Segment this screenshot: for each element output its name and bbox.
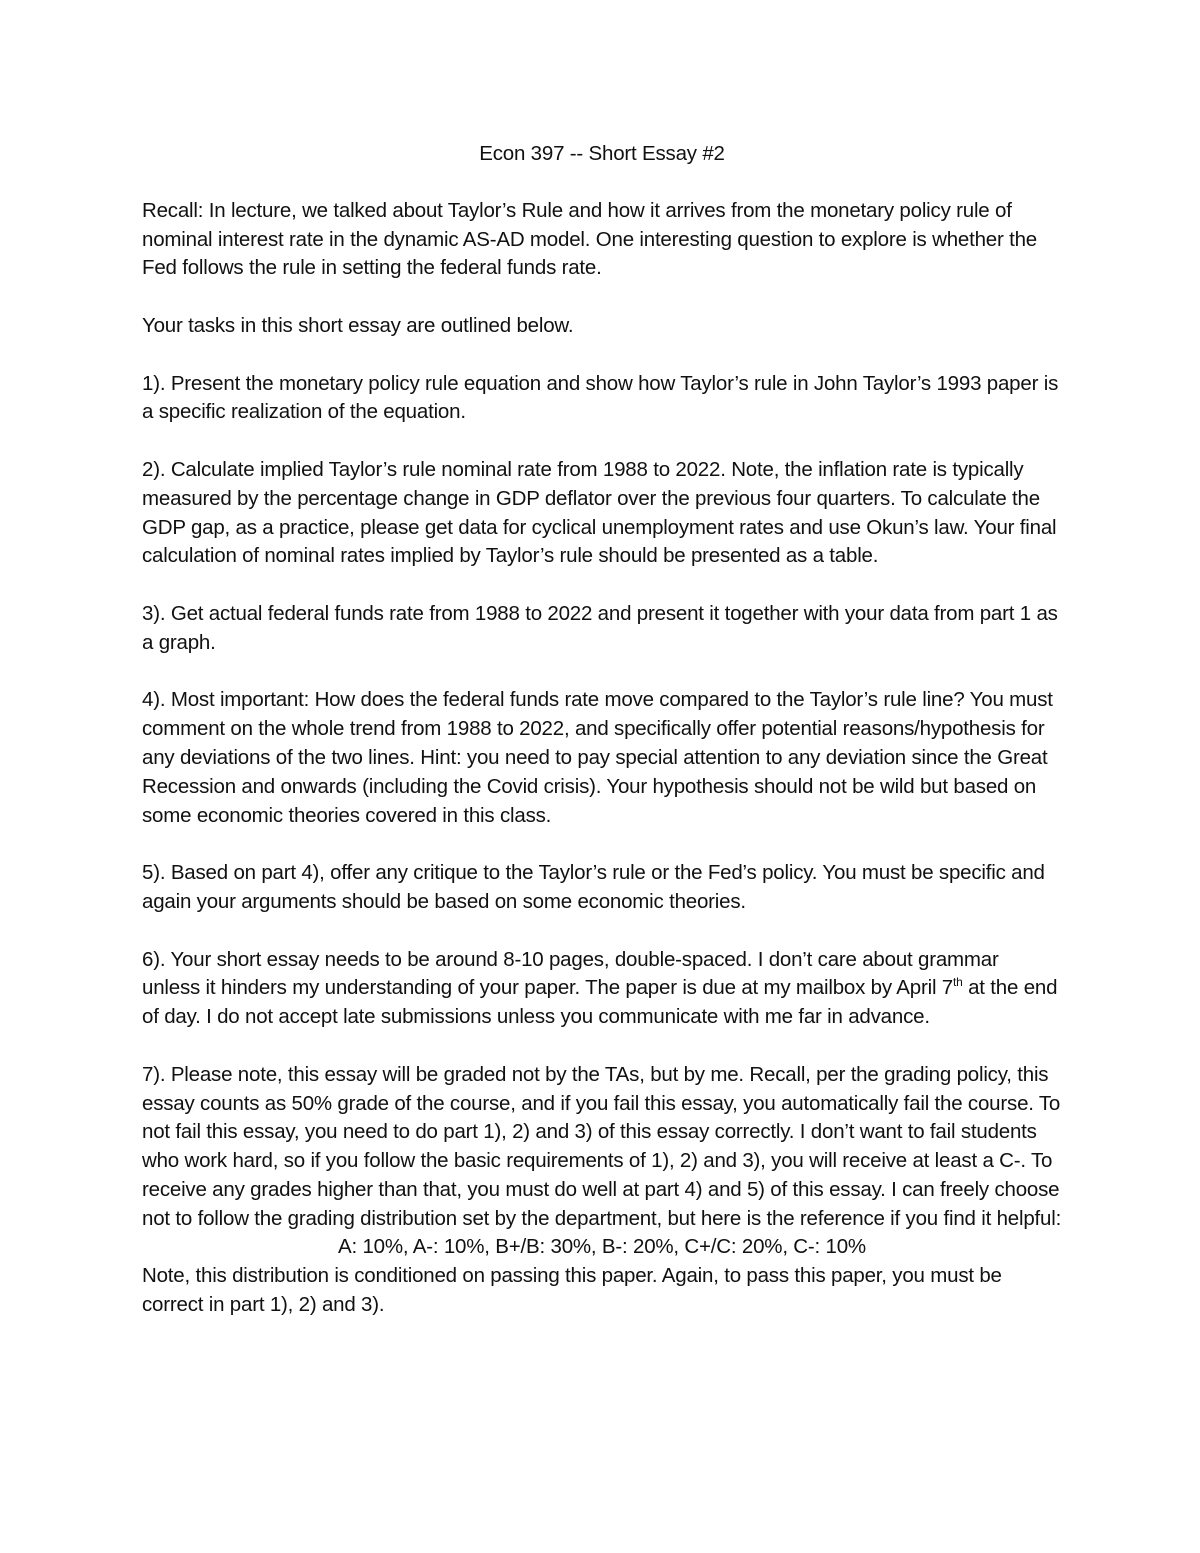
task-7-paragraph: 7). Please note, this essay will be graded not by the TAs, but by me. Recall, per the grading policy, this essay counts as 50% grade of the course, and if you fail this essay, you automatically fail the course. To not fail this essay, you need to do part 1), 2) and 3) of this essay correctly. I don’t want to fail students who work hard, so if you follow the basic requirements of 1), 2) and 3), you will receive at least a C-. To receive any grades higher than that, you must do well at part 4) and 5) of this essay. I can freely choose not to follow the grading distribution set by the department, but here is the reference if you find it helpful: [142,1062,1062,1230]
document-body [142,140,1062,1320]
task-4-paragraph: 4). Most important: How does the federal funds rate move compared to the Taylor’s rule line? You must comment on the whole trend from 1988 to 2022, and specifically offer potential reasons/hypothesis for any deviations of the two lines. Hint: you need to pay special attention to any deviation since the Great Recession and onwards (including the Covid crisis). Your hypothesis should not be wild but based on some economic theories covered in this class. [142,688,1053,827]
task-2-paragraph: 2). Calculate implied Taylor’s rule nominal rate from 1988 to 2022. Note, the inflation rate is typically measured by the percentage change in GDP deflator over the previous four quarters. To calculate the GDP gap, as a practice, please get data for cyclical unemployment rates and use Okun’s law. Your final calculation of nominal rates implied by Taylor’s rule should be presented as a table. [142,457,1057,568]
task-1-paragraph: 1). Present the monetary policy rule equation and show how Taylor’s rule in John Taylor’s 1993 paper is a specific realization of the equation. [142,371,1059,424]
document-title: Econ 397 -- Short Essay #2 [479,142,725,165]
task-6-text-end: at the end of day. I do not accept late submissions unless you communicate with me far in advance. [142,976,1058,1029]
task-3-paragraph: 3). Get actual federal funds rate from 1988 to 2022 and present it together with your data from part 1 as a graph. [142,601,1058,654]
tasks-intro-paragraph: Your tasks in this short essay are outlined below. [142,313,574,337]
task-6-text-start: 6). Your short essay needs to be around 8-10 pages, double-spaced. I don’t care about grammar unless it hinders my understanding of your paper. The paper is due at my mailbox by April 7 [142,947,999,1000]
task-5-paragraph: 5). Based on part 4), offer any critique to the Taylor’s rule or the Fed’s policy. You must be specific and again your arguments should be based on some economic theories. [142,861,1045,913]
task-6-paragraph [142,946,1062,1032]
ordinal-superscript: th [953,975,963,990]
note-paragraph: Note, this distribution is conditioned on passing this paper. Again, to pass this paper, you must be correct in part 1), 2) and 3). [142,1264,1002,1317]
grade-distribution-line: A: 10%, A-: 10%, B+/B: 30%, B-: 20%, C+/C: 20%, C-: 10% [338,1235,866,1259]
recall-paragraph: Recall: In lecture, we talked about Taylor’s Rule and how it arrives from the monetary policy rule of nominal interest rate in the dynamic AS-AD model. One interesting question to explore is whether the Fed follows the rule in setting the federal funds rate. [142,198,1038,280]
